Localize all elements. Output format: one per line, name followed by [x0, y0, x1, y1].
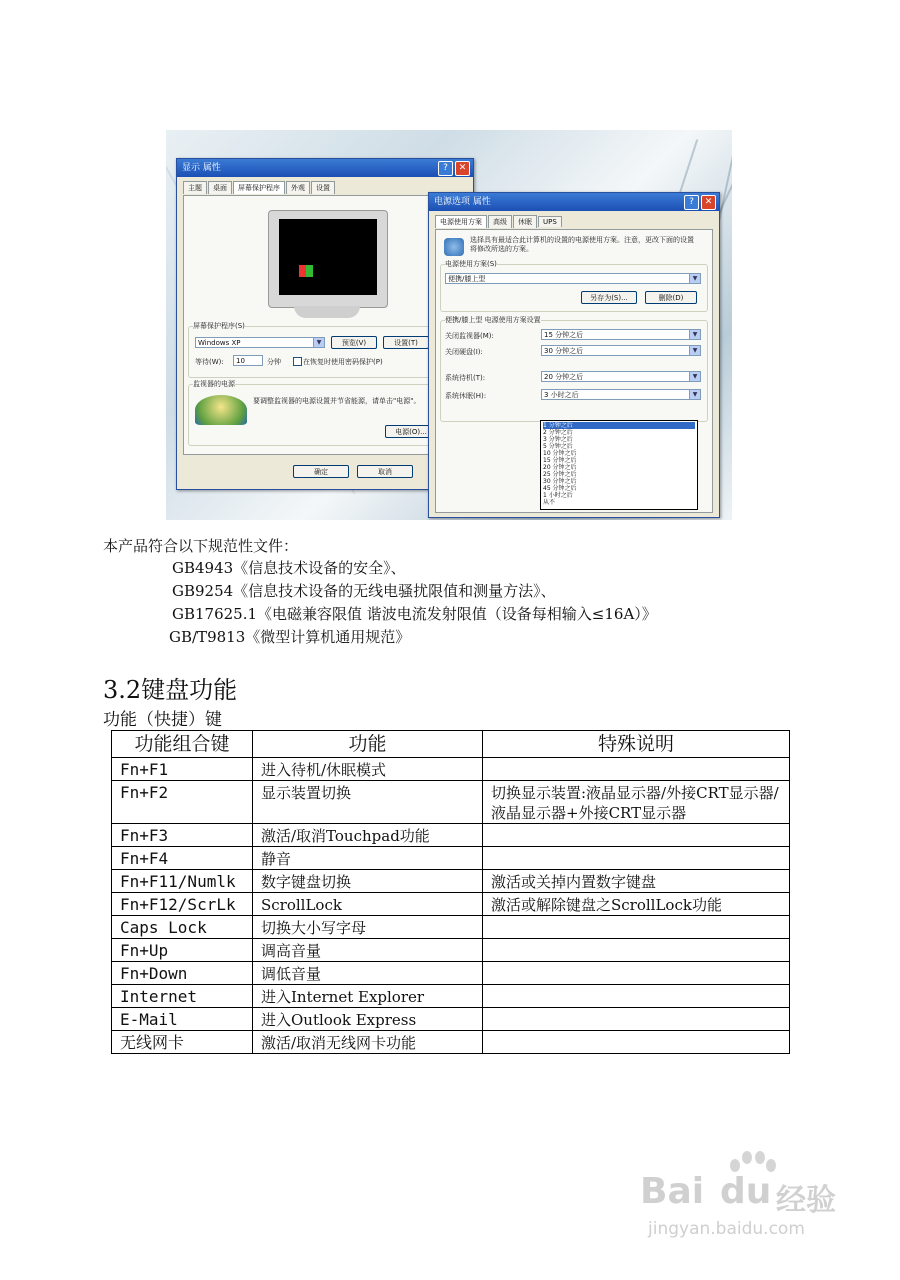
table-row: [112, 893, 790, 916]
cell-function: 进入Internet Explorer: [253, 985, 483, 1008]
scheme-group-label: 电源使用方案(S): [445, 260, 497, 268]
dropdown-list[interactable]: [540, 420, 698, 510]
scheme-settings-group: [440, 316, 708, 422]
monitor-preview: [268, 210, 388, 308]
cell-function: 进入待机/休眠模式: [253, 758, 483, 781]
section-heading: 3.2键盘功能: [103, 676, 238, 704]
screenshot-image: [166, 130, 732, 520]
table-row: [112, 1008, 790, 1031]
disk-off-label: 关闭硬盘(I):: [445, 348, 483, 356]
function-key-table: [111, 730, 790, 1054]
cell-function: 激活/取消无线网卡功能: [253, 1031, 483, 1054]
cell-function: ScrollLock: [253, 893, 483, 916]
standard-gbt9813: GB/T9813《微型计算机通用规范》: [169, 628, 411, 646]
cell-key-combo: 无线网卡: [112, 1031, 253, 1054]
cell-notes: [483, 824, 790, 847]
hibernate-value: 3 小时之后: [544, 391, 579, 399]
standard-gb9254: GB9254《信息技术设备的无线电骚扰限值和测量方法》、: [172, 582, 556, 600]
cell-key-combo: Fn+F3: [112, 824, 253, 847]
chevron-down-icon: ▼: [689, 390, 700, 399]
scheme-value: 便携/膝上型: [448, 275, 486, 283]
resume-label: 在恢复时使用密码保护(P): [303, 358, 383, 366]
monitor-stand: [294, 306, 360, 318]
compliance-intro: 本产品符合以下规范性文件：: [103, 537, 299, 555]
windows-logo-icon: [299, 265, 313, 277]
monitor-off-label: 关闭监视器(M):: [445, 332, 494, 340]
scheme-group: [440, 260, 708, 312]
dropdown-option[interactable]: 2 分钟之后: [543, 429, 573, 436]
display-window-title: 显示 属性: [182, 163, 221, 173]
delete-button[interactable]: 删除(D): [645, 291, 697, 304]
table-row: [112, 781, 790, 824]
wait-unit: 分钟: [267, 358, 281, 366]
power-plug-icon: [444, 238, 464, 256]
hibernate-label: 系统休眠(H):: [445, 392, 487, 400]
monitor-power-group: [188, 380, 462, 446]
wait-label: 等待(W):: [195, 358, 224, 366]
cell-notes: [483, 962, 790, 985]
watermark-brand: Bai: [640, 1171, 705, 1212]
help-icon[interactable]: ?: [438, 161, 453, 176]
wait-value: 10: [236, 357, 245, 365]
chevron-down-icon: ▼: [689, 330, 700, 339]
dropdown-option[interactable]: 1 分钟之后: [543, 422, 695, 429]
baidu-jingyan-watermark: [640, 1145, 870, 1245]
wait-spinner[interactable]: [233, 355, 263, 366]
monitor-screen: [279, 219, 377, 295]
dropdown-option[interactable]: 10 分钟之后: [543, 450, 577, 457]
watermark-brand-suffix: du: [720, 1171, 772, 1212]
cell-key-combo: Fn+Down: [112, 962, 253, 985]
cell-function: 显示装置切换: [253, 781, 483, 824]
cell-key-combo: Fn+F12/ScrLk: [112, 893, 253, 916]
cell-notes: 激活或关掉内置数字键盘: [483, 870, 790, 893]
cell-key-combo: Fn+Up: [112, 939, 253, 962]
table-row: [112, 1031, 790, 1054]
watermark-url: jingyan.baidu.com: [648, 1219, 805, 1239]
cell-notes: 切换显示装置:液晶显示器/外接CRT显示器/液晶显示器+外接CRT显示器: [483, 781, 790, 824]
close-icon[interactable]: ✕: [701, 195, 716, 210]
screensaver-value: Windows XP: [198, 339, 241, 347]
power-tab-panel: [435, 229, 713, 513]
screensaver-group-label: 屏幕保护程序(S): [193, 322, 245, 330]
header-function: 功能: [253, 731, 483, 758]
display-tabs: [183, 181, 336, 194]
cell-function: 调低音量: [253, 962, 483, 985]
section-subheading: 功能（快捷）键: [103, 710, 222, 730]
screensaver-group: [188, 322, 462, 378]
power-options-window: [428, 192, 720, 518]
standby-select[interactable]: [541, 371, 701, 382]
chevron-down-icon: ▼: [313, 338, 324, 347]
cell-key-combo: Fn+F2: [112, 781, 253, 824]
cell-function: 静音: [253, 847, 483, 870]
power-window-titlebar: [429, 193, 719, 211]
dropdown-option[interactable]: 20 分钟之后: [543, 464, 577, 471]
dropdown-option[interactable]: 从不: [543, 499, 556, 506]
standard-gb4943: GB4943《信息技术设备的安全》、: [172, 559, 406, 577]
header-key-combo: 功能组合键: [112, 731, 253, 758]
chevron-down-icon: ▼: [689, 372, 700, 381]
dropdown-option[interactable]: 5 分钟之后: [543, 443, 573, 450]
tab-settings[interactable]: 设置: [311, 181, 335, 194]
power-description: 选择具有最适合此计算机的设置的电源使用方案。注意，更改下面的设置将修改所选的方案。: [470, 236, 694, 253]
tab-appearance[interactable]: 外观: [286, 181, 310, 194]
dropdown-option[interactable]: 3 分钟之后: [543, 436, 573, 443]
cell-notes: [483, 758, 790, 781]
cancel-button[interactable]: 取消: [357, 465, 413, 478]
cell-function: 调高音量: [253, 939, 483, 962]
table-row: [112, 916, 790, 939]
resume-checkbox[interactable]: [293, 357, 302, 366]
cell-notes: [483, 985, 790, 1008]
cell-key-combo: Fn+F4: [112, 847, 253, 870]
save-as-button[interactable]: 另存为(S)...: [581, 291, 637, 304]
tab-hibernate[interactable]: 休眠: [513, 215, 537, 228]
cell-notes: [483, 939, 790, 962]
dropdown-option[interactable]: 25 分钟之后: [543, 471, 577, 478]
tab-screensaver[interactable]: 屏幕保护程序: [233, 181, 285, 194]
standby-label: 系统待机(T):: [445, 374, 486, 382]
table-row: [112, 985, 790, 1008]
table-row: [112, 939, 790, 962]
dropdown-option[interactable]: 15 分钟之后: [543, 457, 577, 464]
cell-function: 进入Outlook Express: [253, 1008, 483, 1031]
power-window-title: 电源选项 属性: [434, 197, 491, 207]
tab-desktop[interactable]: 桌面: [208, 181, 232, 194]
help-icon[interactable]: ?: [684, 195, 699, 210]
display-tab-panel: [183, 195, 467, 455]
table-row: [112, 824, 790, 847]
cell-key-combo: Caps Lock: [112, 916, 253, 939]
dropdown-option[interactable]: 45 分钟之后: [543, 485, 577, 492]
screensaver-select[interactable]: [195, 337, 325, 348]
disk-off-value: 30 分钟之后: [544, 347, 584, 355]
energy-star-icon: [195, 395, 247, 425]
tab-advanced[interactable]: 高级: [488, 215, 512, 228]
ok-button[interactable]: 确定: [293, 465, 349, 478]
preview-button[interactable]: 预览(V): [331, 336, 377, 349]
cell-key-combo: E-Mail: [112, 1008, 253, 1031]
power-tabs: [435, 215, 563, 228]
monitor-off-value: 15 分钟之后: [544, 331, 584, 339]
cell-notes: [483, 1008, 790, 1031]
standard-gb17625: GB17625.1《电磁兼容限值 谐波电流发射限值（设备每相输入≤16A）》: [172, 605, 657, 623]
cell-notes: 激活或解除键盘之ScrollLock功能: [483, 893, 790, 916]
dropdown-option[interactable]: 1 小时之后: [543, 492, 573, 499]
chevron-down-icon: ▼: [689, 274, 700, 283]
cell-function: 数字键盘切换: [253, 870, 483, 893]
cell-key-combo: Fn+F11/Numlk: [112, 870, 253, 893]
cell-key-combo: Fn+F1: [112, 758, 253, 781]
table-row: [112, 758, 790, 781]
header-notes: 特殊说明: [483, 731, 790, 758]
display-window-titlebar: [177, 159, 473, 177]
monitor-power-group-label: 监视器的电源: [193, 380, 235, 388]
chevron-down-icon: ▼: [689, 346, 700, 355]
table-header-row: [112, 731, 790, 758]
tab-ups[interactable]: UPS: [538, 216, 562, 227]
scheme-settings-label: 便携/膝上型 电源使用方案设置: [445, 316, 541, 324]
table-row: [112, 847, 790, 870]
disk-off-select[interactable]: [541, 345, 701, 356]
monitor-off-select[interactable]: [541, 329, 701, 340]
cell-notes: [483, 1031, 790, 1054]
tab-theme[interactable]: 主题: [183, 181, 207, 194]
cell-function: 切换大小写字母: [253, 916, 483, 939]
cell-notes: [483, 847, 790, 870]
settings-button[interactable]: 设置(T): [383, 336, 429, 349]
monitor-power-text: 要调整监视器的电源设置并节省能源，请单击"电源"。: [253, 397, 421, 405]
cell-key-combo: Internet: [112, 985, 253, 1008]
tab-power-schemes[interactable]: 电源使用方案: [435, 215, 487, 228]
close-icon[interactable]: ✕: [455, 161, 470, 176]
scheme-select[interactable]: [445, 273, 701, 284]
standby-value: 20 分钟之后: [544, 373, 584, 381]
dropdown-option[interactable]: 30 分钟之后: [543, 478, 577, 485]
table-row: [112, 870, 790, 893]
table-row: [112, 962, 790, 985]
hibernate-select[interactable]: [541, 389, 701, 400]
power-button[interactable]: 电源(O)...: [385, 425, 437, 438]
cell-function: 激活/取消Touchpad功能: [253, 824, 483, 847]
cell-notes: [483, 916, 790, 939]
watermark-brand-cn: 经验: [776, 1183, 836, 1218]
